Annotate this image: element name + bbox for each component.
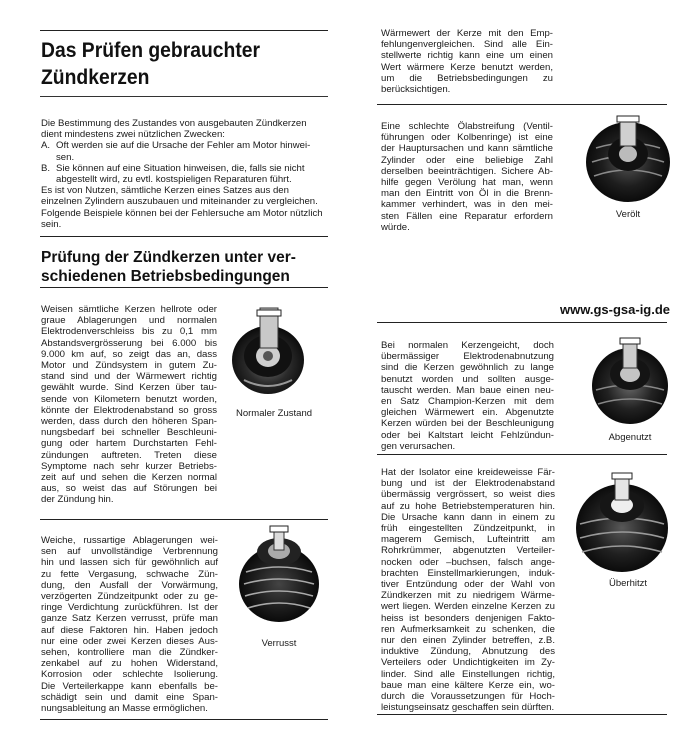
rule-top-left <box>40 30 328 31</box>
text-line: sten Fällen eine Reparatur erfordern <box>381 210 553 222</box>
text-overheated <box>381 467 555 713</box>
website-url: www.gs-gsa-ig.de <box>560 302 671 317</box>
spark-plug-worn-photo <box>590 334 670 428</box>
text-line: Eine schlechte Ölabstreifung (Ventil- <box>381 121 553 132</box>
text-line: induktive Zündung, Abnutzung des <box>381 646 555 658</box>
text-line: Bei normalen Kerzengeicht, doch <box>381 340 554 351</box>
caption-worn: Abgenutzt <box>608 432 652 443</box>
text-line: gewählt wurde. Sind Kerzen über tau- <box>41 382 217 394</box>
caption-oiled: Verölt <box>615 209 641 220</box>
text-line: baue man eine kältere Kerze ein, wo- <box>381 679 555 691</box>
intro-line: einzelnen Zylindern auszubauen und miteinander zu vergleichen. <box>41 196 318 208</box>
spark-plug-overheated-photo <box>574 470 670 574</box>
caption-sooty: Verrusst <box>261 638 297 649</box>
page-title-line-1: Das Prüfen gebrauchter <box>41 39 261 62</box>
text-oiled <box>381 121 553 233</box>
text-line: linder. Sind alle Einstellungen richtig, <box>381 668 555 680</box>
text-line: Elektrodenverschleiss bis zu 0,1 mm <box>41 326 217 338</box>
text-line: gen verursachen. <box>381 440 456 452</box>
text-line: Symptome nach sehr kurzer Betriebs- <box>41 460 217 472</box>
text-line: Wert wärmere Kerze benutzt werden, <box>381 61 553 73</box>
rule-subtitle-bottom <box>40 287 328 288</box>
rule-title-bottom <box>40 96 328 97</box>
intro-item-b <box>41 163 331 185</box>
intro-line: dient mindestens zwei nützlichen Zwecken: <box>41 129 225 141</box>
intro-item-a <box>41 140 331 162</box>
text-line: tauscht werden. Man baue einen neu- <box>381 384 554 396</box>
text-line: oder bei Kaltstart leicht Fehlzündun- <box>381 429 554 441</box>
text-line: Die Verteilerkappe kann ebenfalls be- <box>41 680 218 692</box>
intro-line: abgestellt wird, zu evtl. kostspieligen Reparaturen führt. <box>56 174 292 186</box>
text-line: magerem Gemisch, Lufteintritt am <box>381 534 555 546</box>
text-line: stand sind und der Wärmewert richtig <box>41 371 217 383</box>
text-line: auf diese Faktoren hin. Haben jedoch <box>41 624 218 636</box>
text-line: könnte der Elektrodenabstand so gross <box>41 404 217 416</box>
text-line: man den Eintritt von Öl in die Brenn- <box>381 188 553 200</box>
text-line: tiver Entzündung oder der Wahl von <box>381 579 555 591</box>
caption-normal: Normaler Zustand <box>235 408 313 419</box>
text-line: nungsableitung an Masse ermöglichen. <box>41 703 208 715</box>
text-top-right <box>381 28 553 95</box>
text-line: Motor und Zündsystem in gutem Zu- <box>41 360 217 372</box>
text-line: sind die Kerzen gewöhnlich zu lange <box>381 362 554 374</box>
intro-line: sein. <box>41 218 62 230</box>
text-line: 9.000 km auf, so zeigt das an, dass <box>41 348 217 360</box>
section-subtitle-line-1: Prüfung der Zündkerzen unter ver- <box>41 249 296 266</box>
text-line: schädigt sein und damit eine Span- <box>41 691 218 703</box>
text-line: benutzt worden und sollten ausge- <box>381 373 554 385</box>
text-line: auf zu hohe Betriebstemperaturen hin. <box>381 500 555 512</box>
text-line: ringe Verdichtung zurückführen. Ist der <box>41 602 218 614</box>
text-line: zu fette Vergasung, schwache Zün- <box>41 568 218 580</box>
spark-plug-normal-photo <box>230 300 306 400</box>
text-line: wert liegen. Werden einzelne Kerzen zu <box>381 601 555 613</box>
text-line: sen auf unvollständige Verbrennung <box>41 546 218 558</box>
intro-item-b-label: B. <box>41 162 51 174</box>
text-line: übermässiger Elektrodenabnutzung <box>381 351 554 363</box>
page-title-line-2: Zündkerzen <box>41 66 150 89</box>
text-line: stellwerte richtig kann eine um einen <box>381 50 553 62</box>
text-worn <box>381 340 554 452</box>
intro-line: Es ist von Nutzen, sämtliche Kerzen eines Satzes aus den <box>41 185 289 197</box>
text-line: sehen, kontrolliere man die Zündker- <box>41 647 218 659</box>
section-subtitle-line-2: schiedenen Betriebsbedingungen <box>41 268 290 285</box>
spark-plug-sooty-photo <box>236 522 322 626</box>
text-line: durch die Voraussetzungen für Hoch- <box>381 691 555 703</box>
text-line: Rohrkrümmer, abgenutzten Verteiler- <box>381 545 555 557</box>
text-line: würde. <box>381 221 410 233</box>
text-line: aus, so weist das auf Störungen bei <box>41 483 217 495</box>
text-line: der Zündung hin. <box>41 494 114 506</box>
intro-paragraph <box>41 118 331 230</box>
text-line: heiss ist besonders denjenigen Fakto- <box>381 612 555 624</box>
section-subtitle <box>41 248 341 286</box>
text-line: brachten Einstellmarkierungen, induk- <box>381 567 555 579</box>
text-normal <box>41 304 217 506</box>
text-line: früh eingestellten Zündzeitpunkt, in <box>381 523 555 535</box>
text-line: nur eine oder zwei Kerzen dieses Aus- <box>41 635 218 647</box>
text-line: nungsbedarf bei schneller Beschleuni- <box>41 427 217 439</box>
text-line: Abstandsvergrösserung bei 6.000 bis <box>41 337 217 349</box>
spark-plug-oiled-photo <box>584 110 672 206</box>
text-line: zeit auf und sehen die Kerzen normal <box>41 472 217 484</box>
intro-line: Die Bestimmung des Zustandes von ausgebauten Zündkerzen <box>41 118 307 129</box>
text-line: gleichen Wärmewert ein. Abgenutzte <box>381 407 554 419</box>
intro-item-a-label: A. <box>41 140 51 152</box>
text-line: gung oder hartem Durchstarten Fehl- <box>41 438 217 450</box>
rule-bottom-left <box>40 719 328 720</box>
text-line: Zündkerzen mit zu niedrigem Wärme- <box>381 590 555 602</box>
rule-subtitle-top <box>40 236 328 237</box>
text-line: Weiche, russartige Ablagerungen wei- <box>41 535 218 546</box>
rule-right-2 <box>377 322 667 323</box>
text-line: verzögerten Zündzeitpunkt oder zu ge- <box>41 591 218 603</box>
text-line: derselben beeinträchtigen. Sichere Ab- <box>381 165 553 177</box>
text-line: Korrosion oder schlechte Isolierung. <box>41 669 218 681</box>
text-line: dung, den Ausfall der Vorwärmung, <box>41 579 218 591</box>
text-line: sende von Kilometern benutzt worden, <box>41 393 217 405</box>
text-line: um die Betriebsbedingungen zu <box>381 72 553 84</box>
text-line: bung und ist der Elektrodenabstand <box>381 478 555 490</box>
text-line: Verteilers oder Undichtigkeiten im Zy- <box>381 657 555 669</box>
text-line: Zylinder oder eine beliebige Zahl <box>381 154 553 166</box>
text-line: übermässig vergrössert, so weist dies <box>381 489 555 501</box>
caption-overheated: Überhitzt <box>608 578 647 589</box>
text-line: fehlungenvergleichen. Sind alle Ein- <box>381 39 553 51</box>
text-line: der Hauptursachen und kann sämtliche <box>381 143 553 155</box>
text-line: ren Aufmerksamkeit zu schenken, die <box>381 623 555 635</box>
text-line: graue Ablagerungen und normalen <box>41 315 217 327</box>
intro-line: Sie können auf eine Situation hinweisen, die, falls sie nicht <box>56 162 305 174</box>
rule-right-4 <box>377 714 667 715</box>
text-line: hilfe gegen Verölung hat man, wenn <box>381 177 553 189</box>
text-line: zündungen auftreten. Treten diese <box>41 449 217 461</box>
text-line: ganze Satz Kerzen verrusst, prüfe man <box>41 613 218 625</box>
text-line: nur den einen Zylinder betreffen, z.B. <box>381 635 555 647</box>
text-line: Die Ursache kann dann in einem zu <box>381 511 555 523</box>
text-line: zenkabel auf zu hohen Widerstand, <box>41 658 218 670</box>
intro-line: sen. <box>56 151 75 163</box>
text-line: Hat der Isolator eine kreideweisse Fär- <box>381 467 555 478</box>
rule-mid-left <box>40 519 328 520</box>
text-sooty <box>41 535 218 714</box>
rule-right-3 <box>377 454 667 455</box>
text-line: führungen oder Kolbenringe) ist eine <box>381 132 553 144</box>
text-line: kammer verhindert, was in den mei- <box>381 199 553 211</box>
text-line: leistungseinsatz geschaffen sein dürften. <box>381 702 555 714</box>
text-line: hin und lassen sich für gewöhnlich auf <box>41 557 218 569</box>
text-line: Weisen sämtliche Kerzen hellrote oder <box>41 304 217 315</box>
text-line: Wärmewert der Kerze mit den Emp- <box>381 28 553 39</box>
text-line: werden, dass durch den höheren Span- <box>41 416 217 428</box>
intro-line: Folgende Beispiele können bei der Fehlersuche am Motor nützlich <box>41 207 323 219</box>
text-line: Kerzen würden bei der Beschleunigung <box>381 418 554 430</box>
text-line: berücksichtigen. <box>381 84 451 96</box>
text-line: en Satz Champion-Kerzen mit dem <box>381 396 554 408</box>
rule-right-1 <box>377 104 667 105</box>
text-line: nocken oder –buchsen, falsch ange- <box>381 556 555 568</box>
page-title <box>41 37 308 91</box>
intro-line: Oft werden sie auf die Ursache der Fehler am Motor hinwei- <box>56 140 311 152</box>
